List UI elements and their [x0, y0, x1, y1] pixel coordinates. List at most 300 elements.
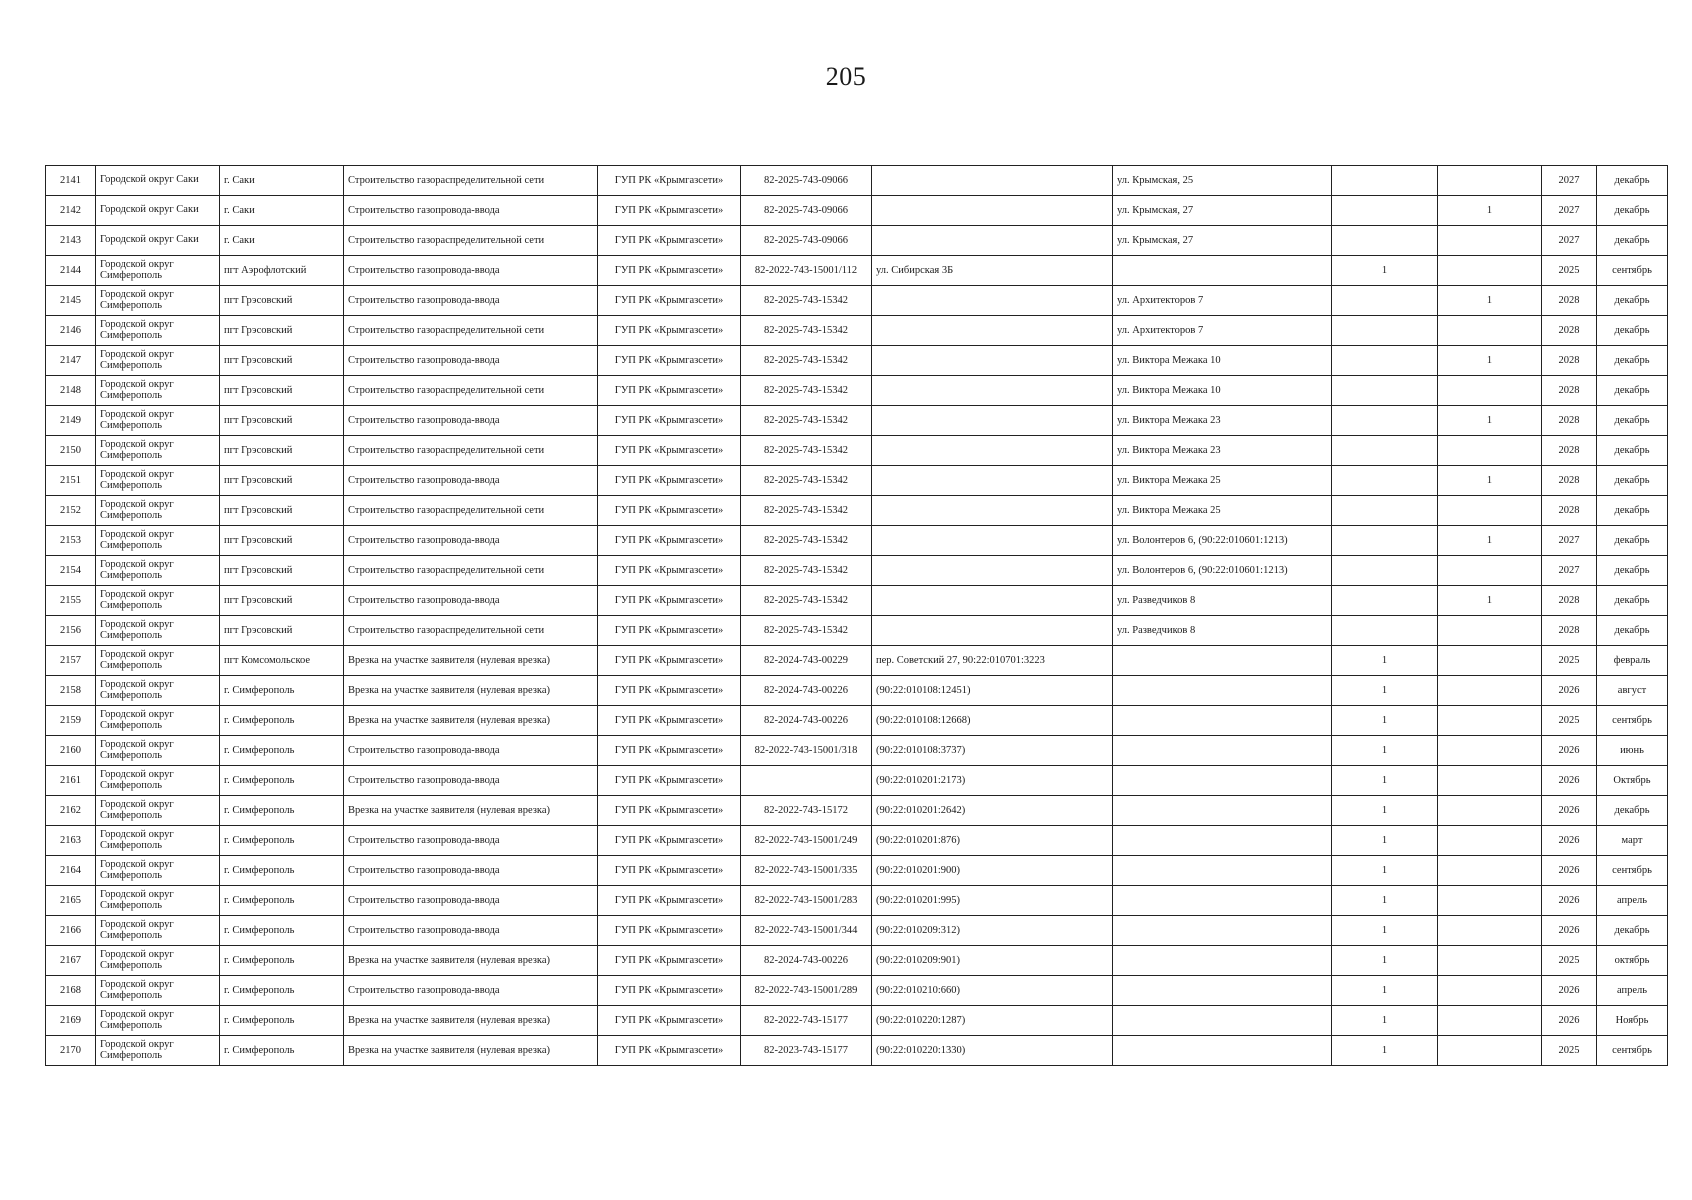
count-a-cell: 1 [1332, 886, 1438, 916]
locality-cell: пгт Грэсовский [220, 316, 344, 346]
year-cell: 2028 [1542, 496, 1597, 526]
page-number: 205 [825, 62, 867, 91]
count-a-cell [1332, 166, 1438, 196]
month-cell: март [1597, 826, 1668, 856]
table-row [46, 856, 1668, 886]
month-cell: декабрь [1597, 286, 1668, 316]
organization-cell: ГУП РК «Крымгазсети» [598, 1036, 741, 1066]
count-b-cell [1438, 616, 1542, 646]
count-a-cell [1332, 526, 1438, 556]
year-cell: 2026 [1542, 736, 1597, 766]
count-a-cell [1332, 556, 1438, 586]
month-cell: декабрь [1597, 376, 1668, 406]
address-b-cell [1113, 766, 1332, 796]
district-cell: Городской округ Симферополь [96, 706, 220, 736]
year-cell: 2025 [1542, 256, 1597, 286]
work-type-cell: Строительство газораспределительной сети [344, 376, 598, 406]
district-cell: Городской округ Симферополь [96, 676, 220, 706]
organization-cell: ГУП РК «Крымгазсети» [598, 256, 741, 286]
year-cell: 2026 [1542, 826, 1597, 856]
organization-cell: ГУП РК «Крымгазсети» [598, 316, 741, 346]
address-b-cell [1113, 1006, 1332, 1036]
month-cell: декабрь [1597, 916, 1668, 946]
locality-cell: г. Саки [220, 166, 344, 196]
locality-cell: пгт Грэсовский [220, 466, 344, 496]
district-cell: Городской округ Симферополь [96, 316, 220, 346]
locality-cell: пгт Грэсовский [220, 406, 344, 436]
district-cell: Городской округ Симферополь [96, 496, 220, 526]
count-b-cell [1438, 766, 1542, 796]
count-a-cell: 1 [1332, 256, 1438, 286]
district-cell: Городской округ Симферополь [96, 466, 220, 496]
address-a-cell [872, 286, 1113, 316]
count-b-cell: 1 [1438, 286, 1542, 316]
count-a-cell [1332, 406, 1438, 436]
table-row [46, 706, 1668, 736]
count-b-cell: 1 [1438, 466, 1542, 496]
district-cell: Городской округ Симферополь [96, 766, 220, 796]
organization-cell: ГУП РК «Крымгазсети» [598, 556, 741, 586]
year-cell: 2026 [1542, 766, 1597, 796]
district-cell: Городской округ Симферополь [96, 826, 220, 856]
count-b-cell [1438, 946, 1542, 976]
row-number-cell: 2164 [46, 856, 96, 886]
count-a-cell: 1 [1332, 676, 1438, 706]
month-cell: декабрь [1597, 556, 1668, 586]
district-cell: Городской округ Симферополь [96, 1006, 220, 1036]
row-number-cell: 2142 [46, 196, 96, 226]
count-b-cell: 1 [1438, 526, 1542, 556]
table-row [46, 526, 1668, 556]
month-cell: сентябрь [1597, 706, 1668, 736]
district-cell: Городской округ Симферополь [96, 1036, 220, 1066]
table-row [46, 916, 1668, 946]
organization-cell: ГУП РК «Крымгазсети» [598, 586, 741, 616]
address-a-cell [872, 196, 1113, 226]
organization-cell: ГУП РК «Крымгазсети» [598, 1006, 741, 1036]
row-number-cell: 2152 [46, 496, 96, 526]
year-cell: 2027 [1542, 166, 1597, 196]
count-a-cell [1332, 616, 1438, 646]
locality-cell: пгт Грэсовский [220, 286, 344, 316]
organization-cell: ГУП РК «Крымгазсети» [598, 196, 741, 226]
locality-cell: г. Симферополь [220, 826, 344, 856]
locality-cell: пгт Грэсовский [220, 496, 344, 526]
address-b-cell [1113, 826, 1332, 856]
count-a-cell: 1 [1332, 916, 1438, 946]
table-row [46, 1006, 1668, 1036]
locality-cell: г. Симферополь [220, 856, 344, 886]
locality-cell: пгт Аэрофлотский [220, 256, 344, 286]
count-b-cell [1438, 256, 1542, 286]
address-a-cell [872, 556, 1113, 586]
organization-cell: ГУП РК «Крымгазсети» [598, 676, 741, 706]
address-b-cell [1113, 976, 1332, 1006]
table-row [46, 646, 1668, 676]
count-a-cell: 1 [1332, 976, 1438, 1006]
month-cell: сентябрь [1597, 1036, 1668, 1066]
count-b-cell [1438, 226, 1542, 256]
table-row [46, 946, 1668, 976]
address-a-cell: ул. Сибирская 3Б [872, 256, 1113, 286]
organization-cell: ГУП РК «Крымгазсети» [598, 976, 741, 1006]
row-number-cell: 2154 [46, 556, 96, 586]
table-row [46, 766, 1668, 796]
organization-cell: ГУП РК «Крымгазсети» [598, 856, 741, 886]
district-cell: Городской округ Симферополь [96, 916, 220, 946]
address-b-cell: ул. Архитекторов 7 [1113, 316, 1332, 346]
address-b-cell: ул. Архитекторов 7 [1113, 286, 1332, 316]
district-cell: Городской округ Симферополь [96, 736, 220, 766]
count-a-cell [1332, 316, 1438, 346]
count-b-cell: 1 [1438, 346, 1542, 376]
contract-number-cell: 82-2022-743-15177 [741, 1006, 872, 1036]
month-cell: июнь [1597, 736, 1668, 766]
table-row [46, 556, 1668, 586]
work-type-cell: Строительство газопровода-ввода [344, 586, 598, 616]
count-a-cell [1332, 436, 1438, 466]
year-cell: 2028 [1542, 316, 1597, 346]
row-number-cell: 2147 [46, 346, 96, 376]
address-b-cell: ул. Волонтеров 6, (90:22:010601:1213) [1113, 556, 1332, 586]
district-cell: Городской округ Симферополь [96, 886, 220, 916]
row-number-cell: 2153 [46, 526, 96, 556]
row-number-cell: 2156 [46, 616, 96, 646]
address-b-cell [1113, 1036, 1332, 1066]
month-cell: декабрь [1597, 496, 1668, 526]
month-cell: апрель [1597, 976, 1668, 1006]
year-cell: 2027 [1542, 526, 1597, 556]
address-b-cell [1113, 256, 1332, 286]
address-b-cell: ул. Разведчиков 8 [1113, 616, 1332, 646]
year-cell: 2025 [1542, 946, 1597, 976]
organization-cell: ГУП РК «Крымгазсети» [598, 766, 741, 796]
count-b-cell [1438, 706, 1542, 736]
address-a-cell [872, 466, 1113, 496]
work-type-cell: Строительство газопровода-ввода [344, 976, 598, 1006]
count-b-cell: 1 [1438, 406, 1542, 436]
count-b-cell [1438, 796, 1542, 826]
count-b-cell [1438, 166, 1542, 196]
district-cell: Городской округ Симферополь [96, 586, 220, 616]
contract-number-cell: 82-2022-743-15001/112 [741, 256, 872, 286]
district-cell: Городской округ Симферополь [96, 946, 220, 976]
table-row [46, 436, 1668, 466]
organization-cell: ГУП РК «Крымгазсети» [598, 646, 741, 676]
address-b-cell: ул. Виктора Межака 10 [1113, 346, 1332, 376]
table-row [46, 496, 1668, 526]
count-a-cell [1332, 346, 1438, 376]
count-a-cell: 1 [1332, 1006, 1438, 1036]
organization-cell: ГУП РК «Крымгазсети» [598, 346, 741, 376]
count-a-cell: 1 [1332, 646, 1438, 676]
contract-number-cell: 82-2025-743-09066 [741, 166, 872, 196]
row-number-cell: 2141 [46, 166, 96, 196]
address-b-cell: ул. Виктора Межака 23 [1113, 406, 1332, 436]
address-a-cell [872, 376, 1113, 406]
organization-cell: ГУП РК «Крымгазсети» [598, 166, 741, 196]
month-cell: Ноябрь [1597, 1006, 1668, 1036]
district-cell: Городской округ Симферополь [96, 856, 220, 886]
row-number-cell: 2159 [46, 706, 96, 736]
locality-cell: г. Симферополь [220, 676, 344, 706]
count-b-cell [1438, 556, 1542, 586]
address-b-cell: ул. Виктора Межака 23 [1113, 436, 1332, 466]
district-cell: Городской округ Симферополь [96, 646, 220, 676]
address-b-cell [1113, 646, 1332, 676]
address-a-cell: (90:22:010201:2642) [872, 796, 1113, 826]
year-cell: 2028 [1542, 436, 1597, 466]
work-type-cell: Строительство газопровода-ввода [344, 286, 598, 316]
address-b-cell: ул. Крымская, 25 [1113, 166, 1332, 196]
work-type-cell: Врезка на участке заявителя (нулевая врезка) [344, 1036, 598, 1066]
locality-cell: пгт Грэсовский [220, 526, 344, 556]
row-number-cell: 2165 [46, 886, 96, 916]
contract-number-cell: 82-2022-743-15001/344 [741, 916, 872, 946]
address-b-cell [1113, 946, 1332, 976]
locality-cell: г. Симферополь [220, 1036, 344, 1066]
count-b-cell [1438, 376, 1542, 406]
year-cell: 2028 [1542, 346, 1597, 376]
count-b-cell [1438, 496, 1542, 526]
address-a-cell: (90:22:010201:900) [872, 856, 1113, 886]
year-cell: 2025 [1542, 646, 1597, 676]
row-number-cell: 2144 [46, 256, 96, 286]
locality-cell: пгт Комсомольское [220, 646, 344, 676]
work-type-cell: Строительство газопровода-ввода [344, 736, 598, 766]
address-a-cell: (90:22:010220:1287) [872, 1006, 1113, 1036]
address-b-cell [1113, 856, 1332, 886]
contract-number-cell: 82-2025-743-15342 [741, 616, 872, 646]
organization-cell: ГУП РК «Крымгазсети» [598, 406, 741, 436]
work-type-cell: Строительство газораспределительной сети [344, 226, 598, 256]
organization-cell: ГУП РК «Крымгазсети» [598, 706, 741, 736]
work-type-cell: Врезка на участке заявителя (нулевая врезка) [344, 706, 598, 736]
month-cell: Октябрь [1597, 766, 1668, 796]
address-a-cell [872, 526, 1113, 556]
count-a-cell [1332, 226, 1438, 256]
year-cell: 2028 [1542, 466, 1597, 496]
month-cell: октябрь [1597, 946, 1668, 976]
contract-number-cell: 82-2025-743-15342 [741, 376, 872, 406]
table-row [46, 346, 1668, 376]
year-cell: 2027 [1542, 196, 1597, 226]
row-number-cell: 2170 [46, 1036, 96, 1066]
year-cell: 2026 [1542, 676, 1597, 706]
contract-number-cell [741, 766, 872, 796]
organization-cell: ГУП РК «Крымгазсети» [598, 286, 741, 316]
locality-cell: г. Симферополь [220, 706, 344, 736]
address-b-cell [1113, 676, 1332, 706]
district-cell: Городской округ Симферополь [96, 616, 220, 646]
locality-cell: пгт Грэсовский [220, 586, 344, 616]
work-type-cell: Строительство газораспределительной сети [344, 316, 598, 346]
contract-number-cell: 82-2025-743-15342 [741, 526, 872, 556]
table-row [46, 316, 1668, 346]
contract-number-cell: 82-2022-743-15001/283 [741, 886, 872, 916]
locality-cell: пгт Грэсовский [220, 436, 344, 466]
locality-cell: пгт Грэсовский [220, 376, 344, 406]
count-b-cell [1438, 916, 1542, 946]
row-number-cell: 2145 [46, 286, 96, 316]
work-type-cell: Строительство газопровода-ввода [344, 526, 598, 556]
organization-cell: ГУП РК «Крымгазсети» [598, 946, 741, 976]
count-a-cell [1332, 586, 1438, 616]
district-cell: Городской округ Саки [96, 226, 220, 256]
locality-cell: г. Саки [220, 196, 344, 226]
month-cell: декабрь [1597, 616, 1668, 646]
work-type-cell: Врезка на участке заявителя (нулевая врезка) [344, 646, 598, 676]
district-cell: Городской округ Симферополь [96, 256, 220, 286]
month-cell: декабрь [1597, 436, 1668, 466]
contract-number-cell: 82-2025-743-15342 [741, 346, 872, 376]
address-a-cell: (90:22:010201:2173) [872, 766, 1113, 796]
year-cell: 2026 [1542, 856, 1597, 886]
address-b-cell: ул. Крымская, 27 [1113, 226, 1332, 256]
table-row [46, 616, 1668, 646]
address-a-cell: (90:22:010201:995) [872, 886, 1113, 916]
month-cell: сентябрь [1597, 256, 1668, 286]
row-number-cell: 2168 [46, 976, 96, 1006]
organization-cell: ГУП РК «Крымгазсети» [598, 826, 741, 856]
organization-cell: ГУП РК «Крымгазсети» [598, 616, 741, 646]
row-number-cell: 2167 [46, 946, 96, 976]
contract-number-cell: 82-2025-743-09066 [741, 226, 872, 256]
contract-number-cell: 82-2025-743-15342 [741, 286, 872, 316]
contract-number-cell: 82-2025-743-15342 [741, 436, 872, 466]
locality-cell: г. Саки [220, 226, 344, 256]
month-cell: апрель [1597, 886, 1668, 916]
count-a-cell: 1 [1332, 826, 1438, 856]
locality-cell: пгт Грэсовский [220, 616, 344, 646]
district-cell: Городской округ Симферополь [96, 346, 220, 376]
table-row [46, 376, 1668, 406]
contract-number-cell: 82-2025-743-15342 [741, 496, 872, 526]
address-b-cell: ул. Виктора Межака 10 [1113, 376, 1332, 406]
year-cell: 2028 [1542, 586, 1597, 616]
gas-works-table [45, 165, 1668, 1066]
count-b-cell [1438, 1036, 1542, 1066]
row-number-cell: 2155 [46, 586, 96, 616]
address-a-cell: (90:22:010108:12451) [872, 676, 1113, 706]
table-row [46, 826, 1668, 856]
year-cell: 2026 [1542, 886, 1597, 916]
district-cell: Городской округ Симферополь [96, 976, 220, 1006]
locality-cell: г. Симферополь [220, 1006, 344, 1036]
contract-number-cell: 82-2025-743-15342 [741, 406, 872, 436]
count-a-cell: 1 [1332, 856, 1438, 886]
row-number-cell: 2146 [46, 316, 96, 346]
row-number-cell: 2169 [46, 1006, 96, 1036]
district-cell: Городской округ Саки [96, 196, 220, 226]
address-b-cell: ул. Разведчиков 8 [1113, 586, 1332, 616]
address-a-cell [872, 316, 1113, 346]
year-cell: 2026 [1542, 976, 1597, 1006]
table-row [46, 796, 1668, 826]
work-type-cell: Строительство газопровода-ввода [344, 196, 598, 226]
address-b-cell: ул. Крымская, 27 [1113, 196, 1332, 226]
work-type-cell: Строительство газопровода-ввода [344, 256, 598, 286]
locality-cell: г. Симферополь [220, 886, 344, 916]
count-b-cell: 1 [1438, 196, 1542, 226]
table-row [46, 736, 1668, 766]
work-type-cell: Строительство газопровода-ввода [344, 886, 598, 916]
count-a-cell [1332, 286, 1438, 316]
table-row [46, 586, 1668, 616]
year-cell: 2026 [1542, 916, 1597, 946]
month-cell: декабрь [1597, 586, 1668, 616]
address-b-cell: ул. Виктора Межака 25 [1113, 466, 1332, 496]
year-cell: 2027 [1542, 556, 1597, 586]
month-cell: декабрь [1597, 406, 1668, 436]
contract-number-cell: 82-2025-743-15342 [741, 586, 872, 616]
year-cell: 2025 [1542, 706, 1597, 736]
organization-cell: ГУП РК «Крымгазсети» [598, 436, 741, 466]
row-number-cell: 2148 [46, 376, 96, 406]
year-cell: 2025 [1542, 1036, 1597, 1066]
contract-number-cell: 82-2022-743-15001/335 [741, 856, 872, 886]
address-a-cell [872, 616, 1113, 646]
work-type-cell: Строительство газораспределительной сети [344, 436, 598, 466]
address-a-cell: пер. Советский 27, 90:22:010701:3223 [872, 646, 1113, 676]
month-cell: декабрь [1597, 166, 1668, 196]
month-cell: февраль [1597, 646, 1668, 676]
organization-cell: ГУП РК «Крымгазсети» [598, 736, 741, 766]
month-cell: декабрь [1597, 346, 1668, 376]
month-cell: декабрь [1597, 796, 1668, 826]
district-cell: Городской округ Симферополь [96, 286, 220, 316]
count-b-cell [1438, 976, 1542, 1006]
count-b-cell [1438, 886, 1542, 916]
work-type-cell: Строительство газопровода-ввода [344, 406, 598, 436]
address-b-cell [1113, 736, 1332, 766]
table-row [46, 166, 1668, 196]
district-cell: Городской округ Симферополь [96, 796, 220, 826]
work-type-cell: Строительство газораспределительной сети [344, 496, 598, 526]
contract-number-cell: 82-2022-743-15001/249 [741, 826, 872, 856]
year-cell: 2028 [1542, 286, 1597, 316]
table-row [46, 226, 1668, 256]
work-type-cell: Строительство газораспределительной сети [344, 166, 598, 196]
contract-number-cell: 82-2024-743-00226 [741, 946, 872, 976]
address-a-cell: (90:22:010108:3737) [872, 736, 1113, 766]
address-b-cell [1113, 886, 1332, 916]
organization-cell: ГУП РК «Крымгазсети» [598, 226, 741, 256]
address-a-cell: (90:22:010220:1330) [872, 1036, 1113, 1066]
table-row [46, 406, 1668, 436]
district-cell: Городской округ Симферополь [96, 406, 220, 436]
work-type-cell: Врезка на участке заявителя (нулевая врезка) [344, 946, 598, 976]
organization-cell: ГУП РК «Крымгазсети» [598, 796, 741, 826]
organization-cell: ГУП РК «Крымгазсети» [598, 916, 741, 946]
row-number-cell: 2162 [46, 796, 96, 826]
locality-cell: г. Симферополь [220, 736, 344, 766]
count-b-cell: 1 [1438, 586, 1542, 616]
count-b-cell [1438, 436, 1542, 466]
count-a-cell: 1 [1332, 946, 1438, 976]
organization-cell: ГУП РК «Крымгазсети» [598, 376, 741, 406]
row-number-cell: 2149 [46, 406, 96, 436]
table-body [46, 166, 1668, 1066]
organization-cell: ГУП РК «Крымгазсети» [598, 466, 741, 496]
work-type-cell: Врезка на участке заявителя (нулевая врезка) [344, 1006, 598, 1036]
address-b-cell: ул. Виктора Межака 25 [1113, 496, 1332, 526]
district-cell: Городской округ Саки [96, 166, 220, 196]
district-cell: Городской округ Симферополь [96, 526, 220, 556]
table-row [46, 256, 1668, 286]
count-b-cell [1438, 1006, 1542, 1036]
contract-number-cell: 82-2024-743-00226 [741, 706, 872, 736]
